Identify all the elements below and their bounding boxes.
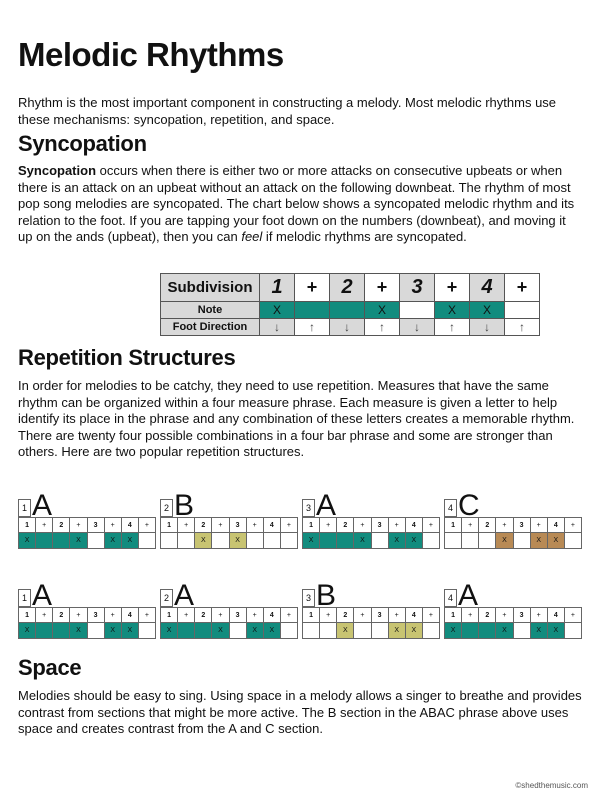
note-label: Note [161,302,260,319]
section-letter: A [32,489,53,522]
foot-arrow: ↑ [435,319,470,336]
measure-note-cell [212,533,229,549]
measure-beat-cell: + [280,518,297,533]
measure-header [302,579,440,612]
measure-note-cell: X [212,623,229,639]
measure-number: 1 [18,589,31,607]
measure-header [302,489,440,522]
measure-note-cell [422,623,439,639]
measure-note-cell: X [19,533,36,549]
section-letter: A [174,579,195,612]
note-row [445,623,582,639]
measure-beat-cell: + [36,518,53,533]
measure-note-cell [280,623,297,639]
section-letter: C [458,489,480,522]
measure-header [444,489,582,522]
measure-beat-cell: + [388,518,405,533]
note-row [445,533,582,549]
measure-beat-cell: + [354,518,371,533]
measure-note-cell: X [70,533,87,549]
measure-note-cell [195,623,212,639]
section-letter: B [174,489,195,522]
repetition-paragraph: In order for melodies to be catchy, they need to use repetition. Measures that have the same rhythm can be organized within a four measure phrase. Each measure is given a letter to help identify its place in the phrase and any combination of these letters creates a memorable rhythm. There are twenty four possible combinations in a four bar phrase and some are stronger than others. Here are two popular repetition structures. [18,378,575,459]
measure-note-cell: X [161,623,178,639]
measure-beat-cell: 4 [263,518,280,533]
measure-beat-cell: 4 [121,518,138,533]
measure-number: 3 [302,589,315,607]
measure-note-cell: X [354,533,371,549]
measure-note-cell [178,533,195,549]
measure-beat-cell: + [462,608,479,623]
measure-note-cell: X [121,623,138,639]
measure-block [302,580,440,639]
measure-beat-cell: + [36,608,53,623]
foot-arrow: ↑ [365,319,400,336]
measure-number: 4 [444,589,457,607]
measure-beat-cell: + [496,518,513,533]
measure-beat-cell: + [104,608,121,623]
measure-block [302,490,440,549]
measure-beat-cell: 4 [547,608,564,623]
measure-beat-cell: 1 [445,608,462,623]
measure-beat-cell: 3 [513,608,530,623]
measure-note-cell [178,623,195,639]
measure-note-cell: X [530,533,547,549]
beat-cell: + [295,274,330,302]
measure-note-cell: X [70,623,87,639]
measure-note-cell [479,623,496,639]
beat-cell: + [505,274,540,302]
note-cell: X [435,302,470,319]
section-letter: B [316,579,337,612]
beat-cell: + [365,274,400,302]
measure-note-cell [371,533,388,549]
measure-beat-cell: + [320,518,337,533]
page-title: Melodic Rhythms [18,36,284,73]
measure-note-cell [246,533,263,549]
foot-arrow: ↑ [505,319,540,336]
measure-note-cell [87,623,104,639]
measure-note-cell [354,623,371,639]
measure-note-cell: X [496,623,513,639]
measure-beat-cell: 1 [303,608,320,623]
measure-number: 2 [160,589,173,607]
repetition-heading: Repetition Structures [18,345,236,370]
note-cell: X [470,302,505,319]
measure-beat-cell: + [564,608,581,623]
section-letter: A [316,489,337,522]
beat-cell: 1 [260,274,295,302]
measure-note-cell [462,623,479,639]
measure-note-cell [320,623,337,639]
beat-cell: + [435,274,470,302]
measure-note-cell: X [337,623,354,639]
measure-note-cell [53,623,70,639]
beat-cell: 2 [330,274,365,302]
measure-note-cell: X [405,533,422,549]
measure-note-cell [303,623,320,639]
measure-note-cell [36,533,53,549]
measure-note-cell [87,533,104,549]
measure-number: 4 [444,499,457,517]
measure-note-cell [161,533,178,549]
section-letter: A [458,579,479,612]
measure-beat-cell: 1 [161,518,178,533]
note-row [19,533,156,549]
space-heading: Space [18,655,82,680]
measure-note-cell [263,533,280,549]
measure-beat-cell: + [354,608,371,623]
measure-header [160,489,298,522]
measure-beat-cell: 4 [405,518,422,533]
measure-note-cell: X [195,533,212,549]
measure-note-cell [371,623,388,639]
measure-note-cell: X [303,533,320,549]
measure-block [160,490,298,549]
measure-beat-cell: 2 [53,518,70,533]
measure-beat-cell: + [530,518,547,533]
measure-beat-cell: + [280,608,297,623]
measure-beat-cell: 4 [547,518,564,533]
note-cell [295,302,330,319]
measure-number: 3 [302,499,315,517]
note-row [303,533,440,549]
syncopation-text-2: if melodic rhythms are syncopated. [262,229,467,244]
measure-note-cell [462,533,479,549]
measure-note-cell [564,623,581,639]
measure-beat-cell: + [246,518,263,533]
measure-note-cell [229,623,246,639]
note-row [161,533,298,549]
note-row [303,623,440,639]
foot-arrow: ↓ [260,319,295,336]
foot-arrow: ↓ [470,319,505,336]
section-letter: A [32,579,53,612]
note-cell [330,302,365,319]
measure-beat-cell: 4 [263,608,280,623]
measure-note-cell: X [388,533,405,549]
measure-beat-cell: 4 [405,608,422,623]
measure-beat-cell: 4 [121,608,138,623]
measure-note-cell: X [229,533,246,549]
intro-paragraph: Rhythm is the most important component in constructing a melody. Most melodic rhythms use these mechanisms: syncopation, repetition, and space. [18,95,557,127]
measure-beat-cell: + [104,518,121,533]
measure-header [160,579,298,612]
syncopation-text-1: occurs when there is either two or more attacks on consecutive upbeats or when there is an attack on an upbeat without an attack on the following downbeat. The rhythm of most pop song melodies are syncopated. The chart below shows a syncopated melodic rhythm and its relation to the foot. If you are tapping your foot down on the numbers (downbeat), and moving it up on the ands (upbeat), then you can [18,163,575,244]
measure-note-cell [138,533,155,549]
measure-beat-cell: 2 [195,608,212,623]
foot-direction-label: Foot Direction [161,319,260,336]
note-cell [505,302,540,319]
measure-beat-cell: 2 [479,608,496,623]
measure-note-cell: X [263,623,280,639]
syncopation-paragraph [18,163,583,246]
measure-beat-cell: 3 [229,608,246,623]
measure-beat-cell: + [496,608,513,623]
measure-beat-cell: 3 [371,608,388,623]
measure-note-cell: X [445,623,462,639]
measure-beat-cell: 2 [195,518,212,533]
measure-beat-cell: + [388,608,405,623]
note-cell: X [260,302,295,319]
measure-note-cell: X [547,533,564,549]
measure-beat-cell: + [138,608,155,623]
measure-header [18,489,156,522]
measure-beat-cell: 3 [87,608,104,623]
measure-block [160,580,298,639]
measure-beat-cell: + [564,518,581,533]
measure-beat-cell: 2 [337,518,354,533]
foot-direction-row [161,319,540,336]
measure-note-cell: X [496,533,513,549]
measure-beat-cell: + [422,608,439,623]
measure-beat-cell: + [320,608,337,623]
beat-cell: 3 [400,274,435,302]
feel-emphasis: feel [241,229,263,244]
measure-note-cell: X [530,623,547,639]
measure-note-cell: X [547,623,564,639]
measure-note-cell: X [246,623,263,639]
measure-note-cell [564,533,581,549]
measure-note-cell [513,533,530,549]
measure-block [444,490,582,549]
measure-number: 2 [160,499,173,517]
measure-note-cell: X [388,623,405,639]
space-paragraph: Melodies should be easy to sing. Using space in a melody allows a singer to breathe and provides contrast from sections that might be more active. The B section in the ABAC phrase above uses space and creates contrast from the A and C section. [18,688,582,736]
measure-note-cell [280,533,297,549]
measure-beat-cell: 2 [337,608,354,623]
measure-beat-cell: + [178,518,195,533]
measure-beat-cell: 1 [19,608,36,623]
copyright-text: ©shedthemusic.com [515,781,588,790]
measure-note-cell [138,623,155,639]
measure-beat-cell: + [70,518,87,533]
foot-arrow: ↓ [330,319,365,336]
measure-note-cell [337,533,354,549]
measure-header [444,579,582,612]
foot-arrow: ↓ [400,319,435,336]
measure-note-cell [320,533,337,549]
measure-note-cell [36,623,53,639]
syncopation-heading: Syncopation [18,131,147,156]
measure-beat-cell: 2 [479,518,496,533]
measure-beat-cell: + [70,608,87,623]
note-row [19,623,156,639]
measure-beat-cell: + [422,518,439,533]
measure-beat-cell: + [138,518,155,533]
measure-note-cell [513,623,530,639]
note-cell: X [365,302,400,319]
measure-beat-cell: 3 [229,518,246,533]
measure-note-cell [479,533,496,549]
measure-beat-cell: 3 [87,518,104,533]
measure-beat-cell: 3 [371,518,388,533]
measure-note-cell [445,533,462,549]
measure-note-cell [53,533,70,549]
note-row [161,623,298,639]
measure-beat-cell: + [212,608,229,623]
subdivision-row [161,274,540,302]
measure-beat-cell: 1 [303,518,320,533]
measure-beat-cell: + [530,608,547,623]
measure-beat-cell: 1 [161,608,178,623]
measure-beat-cell: + [462,518,479,533]
note-row [161,302,540,319]
note-cell [400,302,435,319]
measure-beat-cell: 1 [19,518,36,533]
measure-block [444,580,582,639]
syncopation-table [160,273,540,336]
measure-note-cell: X [405,623,422,639]
syncopation-term: Syncopation [18,163,97,178]
subdivision-label: Subdivision [161,274,260,302]
measure-beat-cell: + [246,608,263,623]
measure-beat-cell: 1 [445,518,462,533]
measure-beat-cell: + [212,518,229,533]
measure-header [18,579,156,612]
foot-arrow: ↑ [295,319,330,336]
measure-beat-cell: 3 [513,518,530,533]
measure-note-cell: X [19,623,36,639]
measure-beat-cell: + [178,608,195,623]
measure-beat-cell: 2 [53,608,70,623]
beat-cell: 4 [470,274,505,302]
measure-block [18,490,156,549]
measure-note-cell: X [104,533,121,549]
measure-note-cell [422,533,439,549]
measure-note-cell: X [104,623,121,639]
measure-block [18,580,156,639]
measure-note-cell: X [121,533,138,549]
measure-number: 1 [18,499,31,517]
